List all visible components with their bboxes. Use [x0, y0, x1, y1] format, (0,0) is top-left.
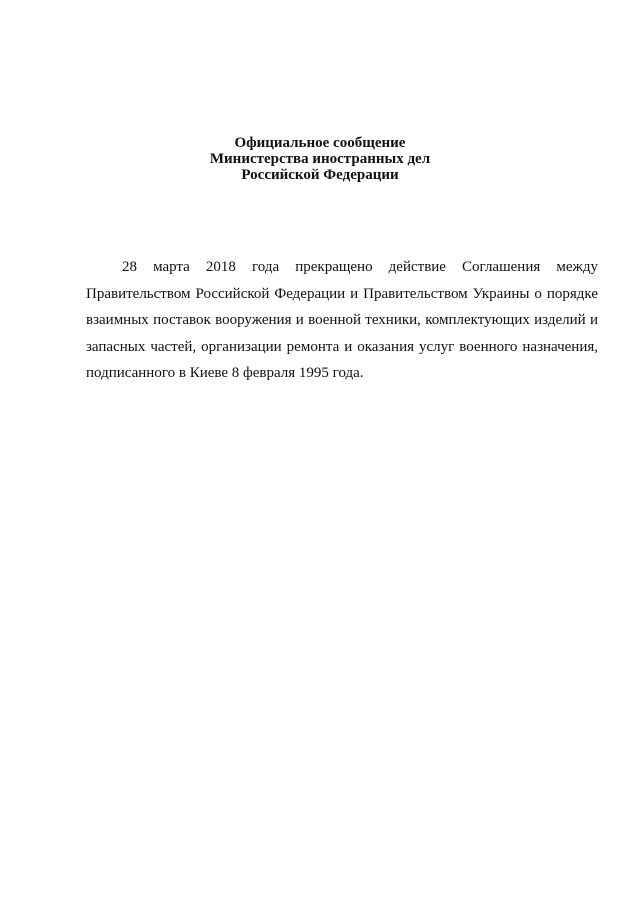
- document-heading: [0, 135, 640, 183]
- heading-line-3: Российской Федерации: [241, 167, 399, 183]
- heading-line-2: Министерства иностранных дел: [209, 151, 431, 167]
- document-body-paragraph: 28 марта 2018 года прекращено действие Соглашения между Правительством Российской Федерации и Правительством Украины о порядке взаимных поставок вооружения и военной техники, комплектующих изделий и запасных частей, организации ремонта и оказания услуг военного назначения, подписанного в Киеве 8 февраля 1995 года.: [86, 259, 598, 381]
- heading-line-1: Официальное сообщение: [234, 135, 406, 151]
